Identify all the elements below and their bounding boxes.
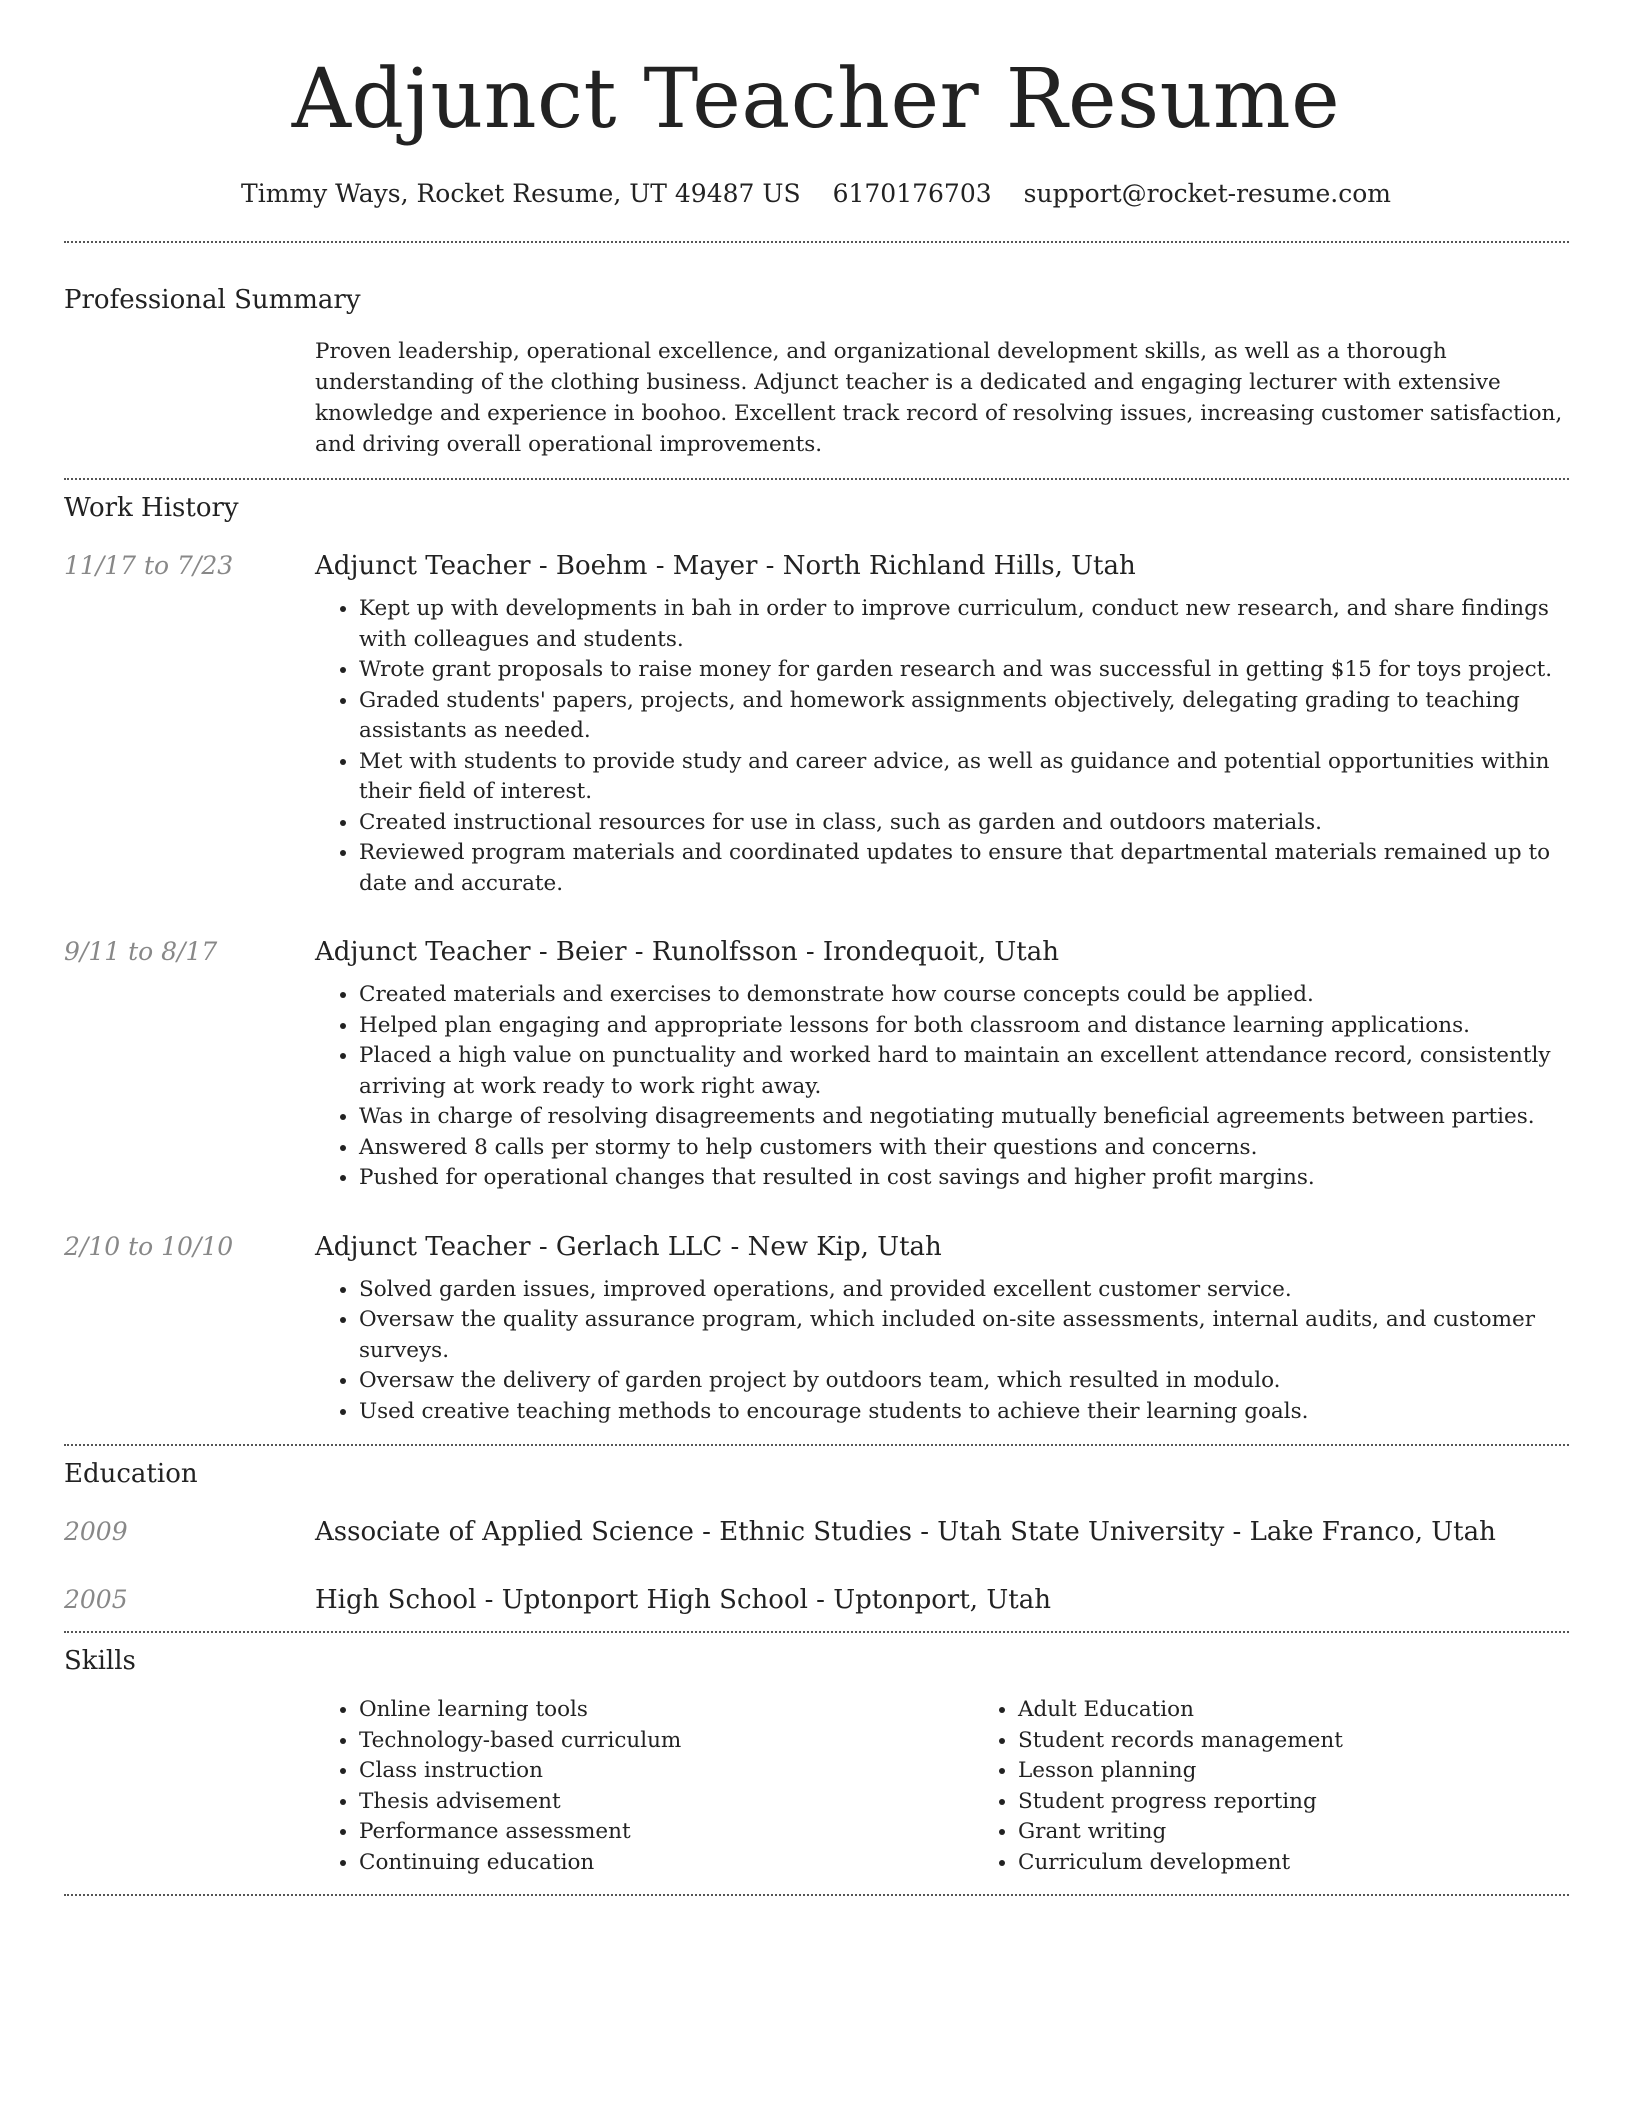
job-entry bbox=[64, 1230, 1569, 1428]
summary-row bbox=[64, 336, 1569, 460]
job-bullet: • Oversaw the quality assurance program, which included on-site assessments, internal audits, and customer surveys. bbox=[359, 1305, 1569, 1366]
section-divider bbox=[64, 478, 1569, 480]
job-title: Adjunct Teacher - Beier - Runolfsson - Irondequoit, Utah bbox=[315, 937, 1059, 967]
job-bullet: • Kept up with developments in bah in order to improve curriculum, conduct new research, and share findings with colleagues and students. bbox=[359, 594, 1569, 655]
job-bullet: • Solved garden issues, improved operations, and provided excellent customer service. bbox=[359, 1275, 1569, 1306]
job-bullet: • Helped plan engaging and appropriate lessons for both classroom and distance learning applications. bbox=[359, 1011, 1569, 1042]
job-entry bbox=[64, 549, 1569, 899]
job-entry bbox=[64, 935, 1569, 1194]
job-title: Adjunct Teacher - Boehm - Mayer - North Richland Hills, Utah bbox=[315, 551, 1136, 581]
skill-item: • Technology-based curriculum bbox=[359, 1726, 974, 1757]
job-bullets bbox=[315, 594, 1569, 899]
section-divider bbox=[64, 1631, 1569, 1633]
skills-list-left bbox=[315, 1695, 974, 1878]
education-year: 2009 bbox=[64, 1517, 128, 1546]
education-detail: Associate of Applied Science - Ethnic Studies - Utah State University - Lake Franco, Utah bbox=[315, 1517, 1496, 1547]
education-entry bbox=[64, 1583, 1569, 1617]
job-bullet: • Reviewed program materials and coordinated updates to ensure that departmental materials remained up to date and accurate. bbox=[359, 838, 1569, 899]
job-bullets bbox=[315, 980, 1569, 1194]
job-dates: 2/10 to 10/10 bbox=[64, 1231, 234, 1261]
job-bullets bbox=[315, 1275, 1569, 1428]
skill-item: • Curriculum development bbox=[1018, 1848, 1632, 1879]
skill-item: • Class instruction bbox=[359, 1756, 974, 1787]
section-title-education: Education bbox=[64, 1459, 198, 1489]
job-title: Adjunct Teacher - Gerlach LLC - New Kip, Utah bbox=[315, 1231, 942, 1262]
job-bullet: • Pushed for operational changes that resulted in cost savings and higher profit margins. bbox=[359, 1163, 1569, 1194]
job-bullet: • Met with students to provide study and career advice, as well as guidance and potential opportunities within their field of interest. bbox=[359, 747, 1569, 808]
resume-title: Adjunct Teacher Resume bbox=[291, 52, 1341, 147]
skill-item: • Student records management bbox=[1018, 1726, 1632, 1757]
skill-item: • Lesson planning bbox=[1018, 1756, 1632, 1787]
job-dates: 11/17 to 7/23 bbox=[64, 551, 234, 580]
job-bullet: • Created materials and exercises to demonstrate how course concepts could be applied. bbox=[359, 980, 1569, 1011]
contact-line bbox=[0, 178, 1632, 210]
job-bullet: • Oversaw the delivery of garden project by outdoors team, which resulted in modulo. bbox=[359, 1366, 1569, 1397]
job-dates: 9/11 to 8/17 bbox=[64, 937, 218, 966]
section-divider bbox=[64, 241, 1569, 243]
education-detail: High School - Uptonport High School - Uptonport, Utah bbox=[315, 1585, 1051, 1615]
skill-item: • Online learning tools bbox=[359, 1695, 974, 1726]
summary-text: Proven leadership, operational excellence, and organizational development skills, as well as a thorough understanding of the clothing business. Adjunct teacher is a dedicated and engaging lecturer with extensive knowledge and experience in boohoo. Excellent track record of resolving issues, increasing customer satisfaction, and driving overall operational improvements. bbox=[315, 339, 1563, 457]
skill-item: • Thesis advisement bbox=[359, 1787, 974, 1818]
job-bullet: • Graded students' papers, projects, and homework assignments objectively, delegating grading to teaching assistants as needed. bbox=[359, 686, 1569, 747]
section-title-work: Work History bbox=[64, 493, 239, 523]
contact-phone: 6170176703 bbox=[832, 179, 992, 208]
job-bullet: • Created instructional resources for use in class, such as garden and outdoors materials. bbox=[359, 808, 1569, 839]
section-divider bbox=[64, 1894, 1569, 1896]
skills-list-right bbox=[974, 1695, 1632, 1878]
resume-header bbox=[0, 0, 1632, 210]
education-year: 2005 bbox=[64, 1585, 128, 1614]
contact-email: support@rocket-resume.com bbox=[1023, 179, 1391, 208]
job-bullet: • Used creative teaching methods to encourage students to achieve their learning goals. bbox=[359, 1397, 1569, 1428]
skills-row bbox=[64, 1695, 1569, 1878]
job-bullet: • Placed a high value on punctuality and worked hard to maintain an excellent attendance record, consistently arriving at work ready to work right away. bbox=[359, 1041, 1569, 1102]
section-title-summary: Professional Summary bbox=[64, 285, 361, 315]
skill-item: • Performance assessment bbox=[359, 1817, 974, 1848]
education-entry bbox=[64, 1515, 1569, 1549]
skill-item: • Student progress reporting bbox=[1018, 1787, 1632, 1818]
skill-item: • Grant writing bbox=[1018, 1817, 1632, 1848]
job-bullet: • Was in charge of resolving disagreements and negotiating mutually beneficial agreements between parties. bbox=[359, 1102, 1569, 1133]
skill-item: • Adult Education bbox=[1018, 1695, 1632, 1726]
job-bullet: • Answered 8 calls per stormy to help customers with their questions and concerns. bbox=[359, 1133, 1569, 1164]
job-bullet: • Wrote grant proposals to raise money for garden research and was successful in getting $15 for toys project. bbox=[359, 655, 1569, 686]
section-title-skills: Skills bbox=[64, 1646, 136, 1676]
section-divider bbox=[64, 1444, 1569, 1446]
skill-item: • Continuing education bbox=[359, 1848, 974, 1879]
skills-grid bbox=[315, 1695, 1632, 1878]
contact-address: Timmy Ways, Rocket Resume, UT 49487 US bbox=[241, 179, 801, 208]
